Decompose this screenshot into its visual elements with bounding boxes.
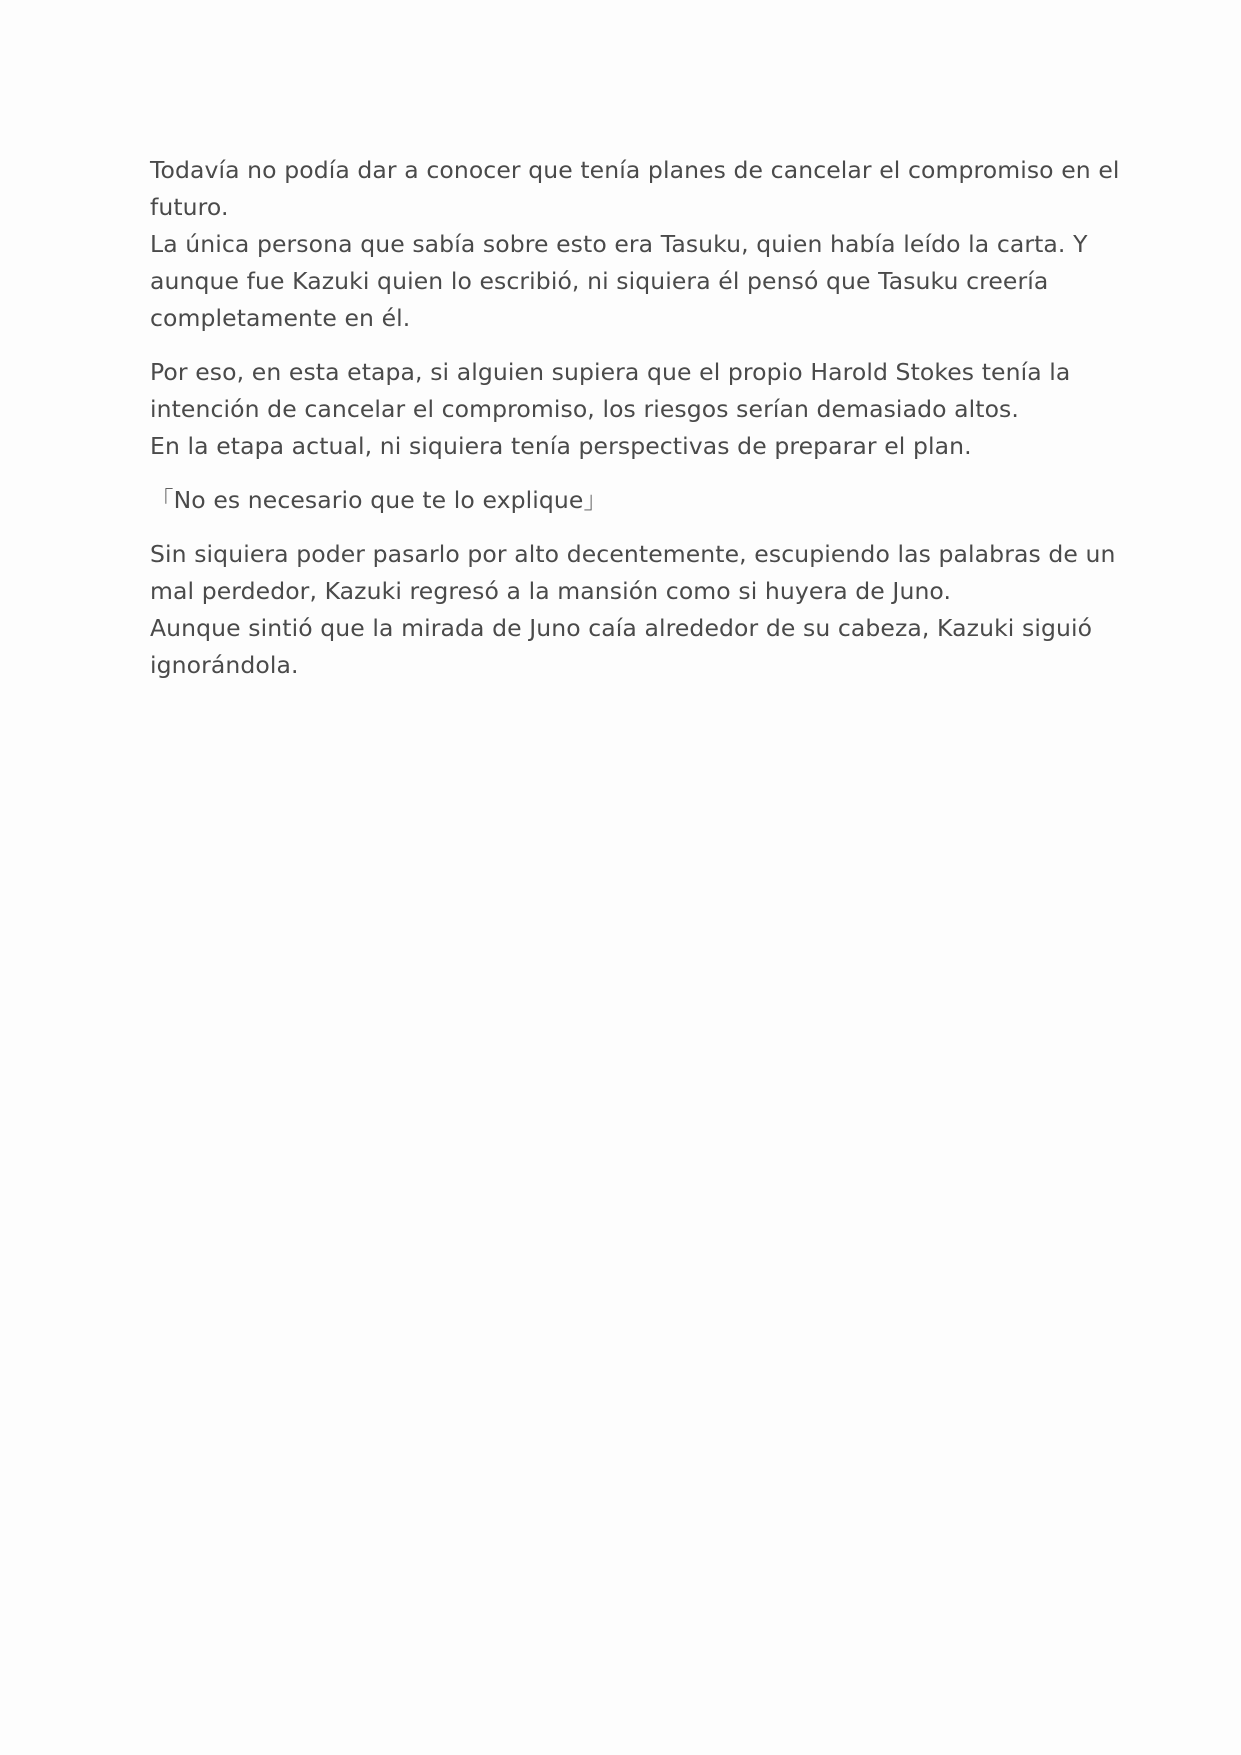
- text-line: ignorándola.: [150, 651, 299, 679]
- text-line: futuro.: [150, 193, 229, 221]
- text-line: 「No es necesario que te lo explique」: [150, 486, 608, 514]
- text-line: Sin siquiera poder pasarlo por alto decentemente, escupiendo las palabras de un: [150, 540, 1116, 568]
- text-line: La única persona que sabía sobre esto era Tasuku, quien había leído la carta. Y: [150, 230, 1088, 258]
- text-line: intención de cancelar el compromiso, los riesgos serían demasiado altos.: [150, 395, 1019, 423]
- text-line: completamente en él.: [150, 304, 411, 332]
- text-line: Aunque sintió que la mirada de Juno caía alrededor de su cabeza, Kazuki siguió: [150, 614, 1093, 642]
- text-line: mal perdedor, Kazuki regresó a la mansión como si huyera de Juno.: [150, 577, 952, 605]
- paragraph-2: [150, 354, 1100, 465]
- text-line: En la etapa actual, ni siquiera tenía perspectivas de preparar el plan.: [150, 432, 972, 460]
- document-body: [150, 152, 1120, 701]
- text-line: Por eso, en esta etapa, si alguien supiera que el propio Harold Stokes tenía la: [150, 358, 1071, 386]
- text-line: aunque fue Kazuki quien lo escribió, ni siquiera él pensó que Tasuku creería: [150, 267, 1049, 295]
- text-line: Todavía no podía dar a conocer que tenía planes de cancelar el compromiso en el: [150, 156, 1120, 184]
- paragraph-1: [150, 152, 1120, 337]
- dialogue-line: [150, 482, 1100, 519]
- paragraph-4: [150, 536, 1116, 684]
